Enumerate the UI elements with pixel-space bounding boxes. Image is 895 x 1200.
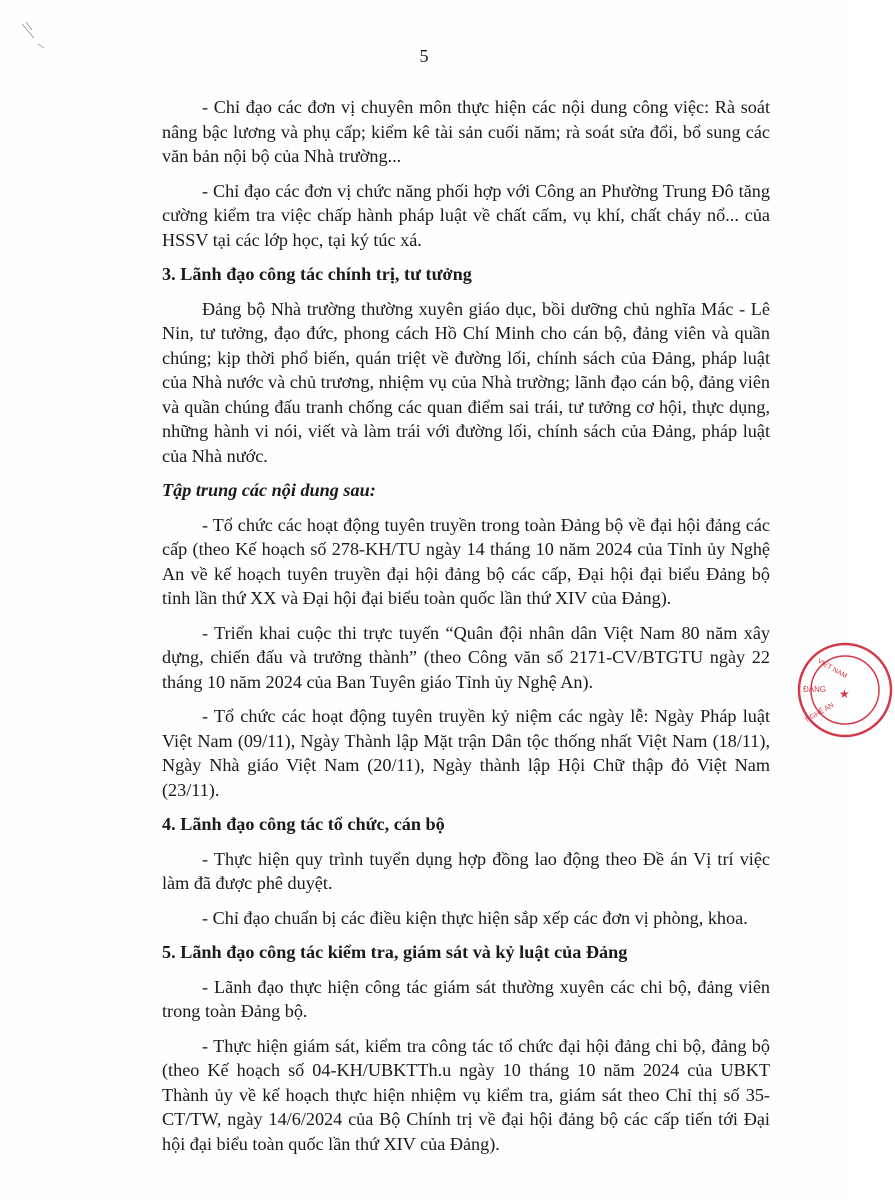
svg-text:ĐẢNG: ĐẢNG (803, 685, 827, 694)
paragraph: - Tổ chức các hoạt động tuyên truyền trong toàn Đảng bộ về đại hội đảng các cấp (theo Kế hoạch số 278-KH/TU ngày 14 tháng 10 năm 2024 của Tỉnh ủy Nghệ An về kế hoạch tuyên truyền đại hội đảng bộ các cấp, Đại hội đại biểu Đảng bộ tỉnh lần thứ XX và Đại hội đại biểu toàn quốc lần thứ XIV của Đảng). (162, 514, 770, 608)
paragraph: - Thực hiện quy trình tuyển dụng hợp đồng lao động theo Đề án Vị trí việc làm đã được phê duyệt. (162, 848, 770, 893)
paragraph: Đảng bộ Nhà trường thường xuyên giáo dục, bồi dưỡng chủ nghĩa Mác - Lê Nin, tư tưởng, đạo đức, phong cách Hồ Chí Minh cho cán bộ, đảng viên và quần chúng; kịp thời phổ biến, quán triệt về đường lối, chính sách của Đảng, pháp luật của Nhà nước và chủ trương, nhiệm vụ của Nhà trường; lãnh đạo cán bộ, đảng viên và quần chúng đấu tranh chống các quan điểm sai trái, tư tưởng cơ hội, thực dụng, những hành vi nói, viết và làm trái với đường lối, chính sách của Đảng, pháp luật của Nhà nước. (162, 298, 770, 466)
svg-text:★: ★ (839, 687, 850, 701)
page-number: 5 (419, 46, 429, 66)
paragraph: - Chỉ đạo các đơn vị chuyên môn thực hiện các nội dung công việc: Rà soát nâng bậc lương và phụ cấp; kiểm kê tài sản cuối năm; rà soát sửa đổi, bổ sung các văn bản nội bộ của Nhà trường... (162, 97, 770, 166)
paragraph: - Tổ chức các hoạt động tuyên truyền kỷ niệm các ngày lễ: Ngày Pháp luật Việt Nam (09/11), Ngày Thành lập Mặt trận Dân tộc thống nhất Việt Nam (18/11), Ngày Nhà giáo Việt Nam (20/11), Ngày thành lập Hội Chữ thập đỏ Việt Nam (23/11). (162, 706, 770, 800)
section-heading: 5. Lãnh đạo công tác kiểm tra, giám sát và kỷ luật của Đảng (162, 942, 628, 962)
official-seal-icon (795, 640, 895, 740)
section-heading: 3. Lãnh đạo công tác chính trị, tư tưởng (162, 264, 472, 284)
svg-text:VIỆT NAM: VIỆT NAM (816, 657, 849, 681)
svg-text:NGHỆ AN: NGHỆ AN (804, 701, 836, 724)
paragraph: - Chỉ đạo chuẩn bị các điều kiện thực hiện sắp xếp các đơn vị phòng, khoa. (202, 907, 748, 928)
paragraph: - Thực hiện giám sát, kiểm tra công tác tổ chức đại hội đảng chi bộ, đảng bộ (theo Kế hoạch số 04-KH/UBKTTh.u ngày 10 tháng 10 năm 2024 của UBKT Thành ủy về kế hoạch thực hiện nhiệm vụ kiểm tra, giám sát theo Chỉ thị số 35-CT/TW, ngày 14/6/2024 của Bộ Chính trị về đại hội đảng bộ các cấp tiến tới Đại hội đại biểu toàn quốc lần thứ XIV của Đảng). (162, 1035, 770, 1154)
paragraph: - Chỉ đạo các đơn vị chức năng phối hợp với Công an Phường Trung Đô tăng cường kiểm tra việc chấp hành pháp luật về chất cấm, vụ khí, chất cháy nổ... của HSSV tại các lớp học, tại ký túc xá. (162, 180, 770, 250)
subheading: Tập trung các nội dung sau: (162, 480, 376, 500)
document-body (162, 95, 770, 1156)
paragraph: - Triển khai cuộc thi trực tuyến “Quân đội nhân dân Việt Nam 80 năm xây dựng, chiến đấu và trưởng thành” (theo Công văn số 2171-CV/BTGTU ngày 22 tháng 10 năm 2024 của Ban Tuyên giáo Tỉnh ủy Nghệ An). (162, 622, 770, 692)
section-heading: 4. Lãnh đạo công tác tổ chức, cán bộ (162, 814, 445, 834)
paragraph: - Lãnh đạo thực hiện công tác giám sát thường xuyên các chi bộ, đảng viên trong toàn Đảng bộ. (162, 976, 770, 1021)
